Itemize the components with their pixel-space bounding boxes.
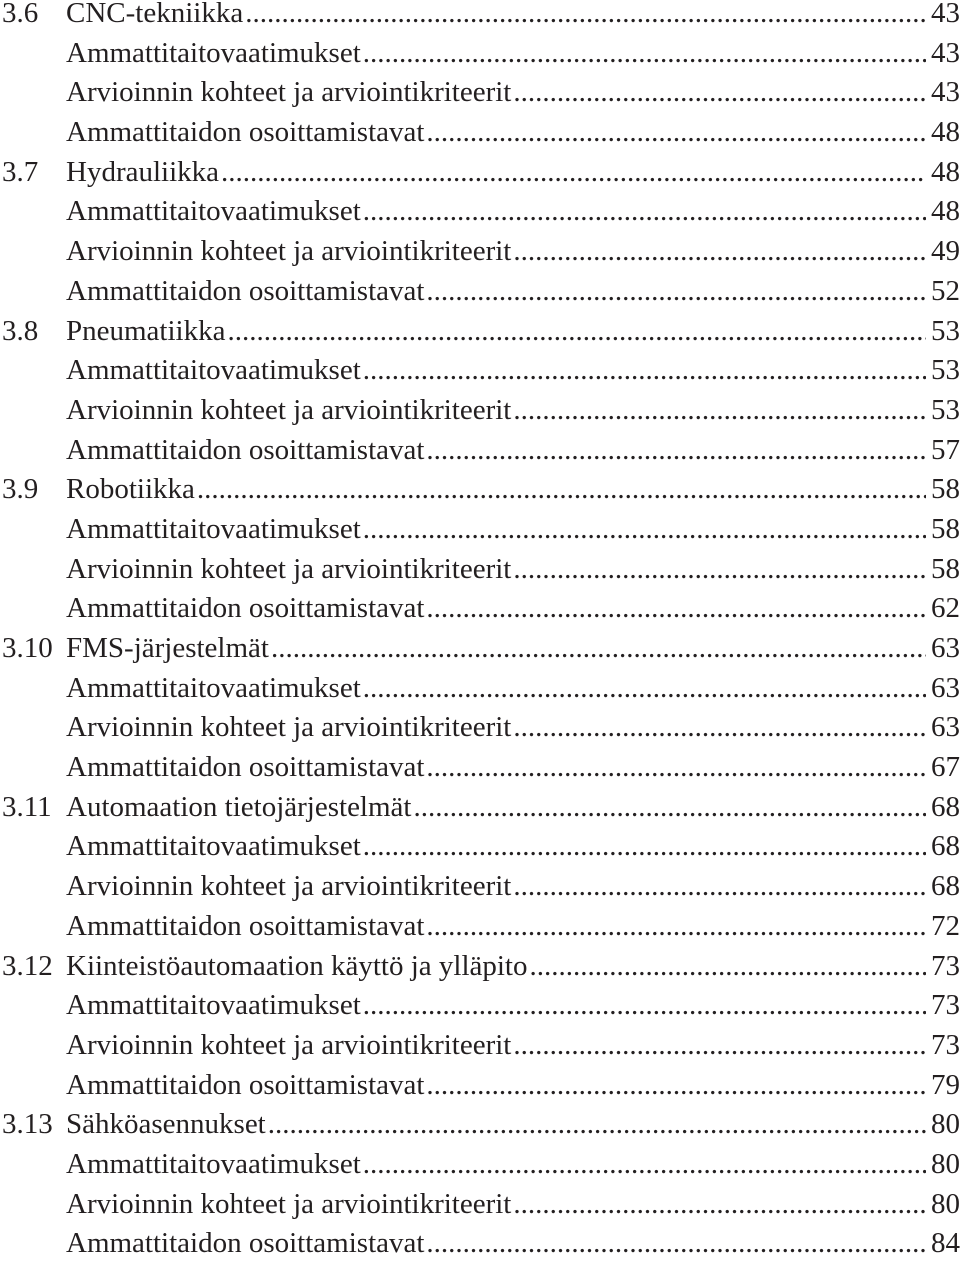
dot-leader: [195, 470, 926, 510]
toc-entry-number: 3.11: [2, 790, 52, 823]
dot-leader: [361, 34, 926, 74]
toc-entry-title: Arvioinnin kohteet ja arviointikriteerit: [66, 1187, 512, 1220]
toc-entry[interactable]: [0, 113, 960, 153]
toc-entry-title: Arvioinnin kohteet ja arviointikriteerit: [66, 76, 512, 109]
toc-entry-title: Ammattitaitovaatimukset: [66, 354, 361, 387]
dot-leader: [424, 113, 926, 153]
toc-entry-page-number: 49: [931, 235, 960, 268]
dot-leader: [225, 312, 926, 352]
toc-entry-page-number: 63: [931, 632, 960, 664]
toc-entry-page-number: 52: [931, 274, 960, 307]
toc-entry-title: Arvioinnin kohteet ja arviointikriteerit: [66, 552, 512, 585]
dot-leader: [424, 272, 926, 312]
toc-entry-title: Arvioinnin kohteet ja arviointikriteerit: [66, 711, 512, 744]
toc-entry-page-number: 79: [931, 1068, 960, 1101]
toc-entry[interactable]: [0, 907, 960, 947]
toc-entry[interactable]: [0, 34, 960, 74]
dot-leader: [511, 550, 926, 590]
toc-entry[interactable]: [0, 431, 960, 471]
toc-entry-title: Ammattitaitovaatimukset: [66, 1147, 361, 1180]
toc-entry-title: Robotiikka: [66, 473, 195, 506]
dot-leader: [361, 986, 926, 1026]
toc-entry-page-number: 68: [931, 830, 960, 863]
toc-entry[interactable]: [0, 351, 960, 391]
toc-entry[interactable]: [0, 986, 960, 1026]
toc-entry-title: Arvioinnin kohteet ja arviointikriteerit: [66, 1028, 512, 1061]
toc-entry-page-number: 73: [931, 989, 960, 1022]
dot-leader: [243, 0, 926, 34]
toc-entry-title: Ammattitaidon osoittamistavat: [66, 116, 425, 149]
toc-entry[interactable]: [0, 748, 960, 788]
toc-entry-page-number: 43: [931, 36, 960, 69]
dot-leader: [411, 788, 926, 828]
toc-entry[interactable]: [0, 827, 960, 867]
toc-entry[interactable]: [0, 192, 960, 232]
dot-leader: [511, 867, 926, 907]
toc-entry-number: 3.6: [2, 0, 39, 29]
toc-entry-page-number: 80: [931, 1187, 960, 1220]
toc-entry-page-number: 48: [931, 195, 960, 228]
toc-entry-number: 3.8: [2, 314, 39, 347]
dot-leader: [424, 1066, 926, 1106]
toc-entry-title: Ammattitaitovaatimukset: [66, 512, 361, 545]
dot-leader: [511, 73, 926, 113]
toc-entry-title: Arvioinnin kohteet ja arviointikriteerit: [66, 393, 512, 426]
toc-entry[interactable]: [0, 788, 960, 828]
toc-entry[interactable]: [0, 669, 960, 709]
toc-entry-page-number: 68: [931, 870, 960, 903]
toc-entry[interactable]: [0, 510, 960, 550]
toc-entry-page-number: 43: [931, 0, 960, 29]
toc-entry-title: Pneumatiikka: [66, 314, 226, 347]
toc-entry[interactable]: [0, 272, 960, 312]
dot-leader: [511, 1026, 926, 1066]
toc-entry[interactable]: [0, 1105, 960, 1145]
dot-leader: [424, 748, 926, 788]
toc-entry[interactable]: [0, 391, 960, 431]
toc-entry[interactable]: [0, 589, 960, 629]
toc-entry-page-number: 53: [931, 393, 960, 426]
toc-entry-number: 3.7: [2, 155, 39, 188]
toc-entry[interactable]: [0, 947, 960, 987]
toc-entry-title: Ammattitaidon osoittamistavat: [66, 433, 425, 466]
toc-entry-page-number: 43: [931, 76, 960, 109]
dot-leader: [511, 232, 926, 272]
toc-entry[interactable]: [0, 1066, 960, 1106]
toc-entry-title: CNC-tekniikka: [66, 0, 244, 29]
toc-entry-title: Ammattitaitovaatimukset: [66, 989, 361, 1022]
toc-entry-title: Ammattitaitovaatimukset: [66, 36, 361, 69]
dot-leader: [528, 947, 927, 987]
dot-leader: [361, 351, 926, 391]
toc-entry-page-number: 53: [931, 314, 960, 347]
toc-entry-number: 3.12: [2, 949, 53, 982]
toc-entry-title: Ammattitaitovaatimukset: [66, 830, 361, 863]
toc-entry[interactable]: [0, 629, 960, 669]
toc-entry-title: Arvioinnin kohteet ja arviointikriteerit: [66, 235, 512, 268]
toc-entry-page-number: 57: [931, 433, 960, 466]
toc-entry-page-number: 62: [931, 592, 960, 625]
dot-leader: [424, 1224, 926, 1264]
toc-entry-page-number: 67: [931, 751, 960, 784]
toc-entry[interactable]: [0, 1026, 960, 1066]
dot-leader: [424, 589, 926, 629]
toc-entry[interactable]: [0, 153, 960, 193]
dot-leader: [511, 708, 926, 748]
toc-entry-title: Ammattitaitovaatimukset: [66, 671, 361, 704]
toc-entry[interactable]: [0, 867, 960, 907]
toc-entry-title: Ammattitaidon osoittamistavat: [66, 274, 425, 307]
dot-leader: [219, 153, 926, 193]
toc-entry[interactable]: [0, 1145, 960, 1185]
dot-leader: [269, 629, 926, 669]
toc-entry-page-number: 58: [931, 552, 960, 585]
toc-entry[interactable]: [0, 312, 960, 352]
dot-leader: [511, 391, 926, 431]
toc-entry[interactable]: [0, 708, 960, 748]
toc-entry[interactable]: [0, 232, 960, 272]
dot-leader: [361, 827, 926, 867]
toc-entry[interactable]: [0, 470, 960, 510]
toc-entry-title: Ammattitaitovaatimukset: [66, 195, 361, 228]
toc-entry-title: Arvioinnin kohteet ja arviointikriteerit: [66, 870, 512, 903]
toc-entry-title: Ammattitaidon osoittamistavat: [66, 751, 425, 784]
toc-entry-page-number: 48: [931, 155, 960, 188]
toc-entry-title: Automaation tietojärjestelmät: [66, 790, 412, 823]
toc-entry-title: FMS-järjestelmät: [66, 632, 269, 664]
dot-leader: [424, 431, 926, 471]
toc-entry[interactable]: [0, 1224, 960, 1264]
dot-leader: [361, 510, 926, 550]
toc-entry-page-number: 73: [931, 949, 960, 982]
dot-leader: [424, 907, 926, 947]
toc-entry-page-number: 48: [931, 116, 960, 149]
dot-leader: [511, 1185, 926, 1225]
toc-entry[interactable]: [0, 0, 960, 34]
toc-entry-title: Sähköasennukset: [66, 1108, 266, 1141]
toc-entry-page-number: 58: [931, 512, 960, 545]
toc-entry-page-number: 80: [931, 1147, 960, 1180]
toc-entry[interactable]: [0, 73, 960, 113]
toc-entry-number: 3.10: [2, 632, 53, 664]
dot-leader: [361, 1145, 926, 1185]
toc-entry[interactable]: [0, 550, 960, 590]
toc-entry-title: Hydrauliikka: [66, 155, 220, 188]
toc-entry-page-number: 80: [931, 1108, 960, 1141]
toc-entry-page-number: 63: [931, 671, 960, 704]
toc-entry-page-number: 68: [931, 790, 960, 823]
toc-entry-title: Kiinteistöautomaation käyttö ja ylläpito: [66, 949, 528, 982]
toc-entry-title: Ammattitaidon osoittamistavat: [66, 909, 425, 942]
toc-entry-page-number: 53: [931, 354, 960, 387]
toc-entry-title: Ammattitaidon osoittamistavat: [66, 592, 425, 625]
toc-entry-page-number: 84: [931, 1227, 960, 1260]
toc-entry-title: Ammattitaidon osoittamistavat: [66, 1068, 425, 1101]
dot-leader: [361, 192, 926, 232]
toc-entry-page-number: 72: [931, 909, 960, 942]
dot-leader: [361, 669, 926, 709]
toc-entry-number: 3.9: [2, 473, 39, 506]
toc-entry-page-number: 73: [931, 1028, 960, 1061]
toc-entry-number: 3.13: [2, 1108, 53, 1141]
toc-entry-page-number: 63: [931, 711, 960, 744]
toc-entry-page-number: 58: [931, 473, 960, 506]
dot-leader: [266, 1105, 926, 1145]
toc-entry-title: Ammattitaidon osoittamistavat: [66, 1227, 425, 1260]
toc-entry[interactable]: [0, 1185, 960, 1225]
